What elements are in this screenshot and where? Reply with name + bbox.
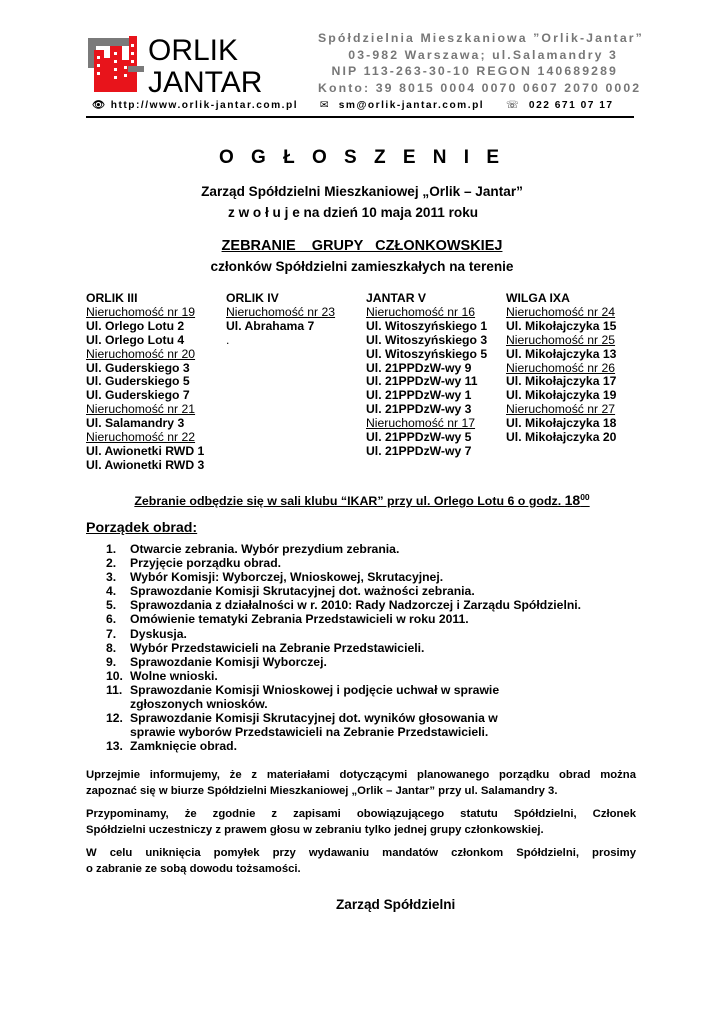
header-divider <box>86 116 634 118</box>
info-paragraph <box>86 767 636 799</box>
agenda-item <box>106 570 581 584</box>
agenda-item-text: Wybór Komisji: Wyborczej, Wnioskowej, Skrutacyjnej. <box>130 570 444 585</box>
property-number: Nieruchomość nr 20 <box>86 346 196 361</box>
agenda-item-number: 8. <box>106 640 117 655</box>
property-number: Nieruchomość nr 26 <box>506 360 616 375</box>
agenda-item-number: 6. <box>106 612 117 627</box>
street-address: Ul. Witoszyńskiego 1 <box>366 318 488 333</box>
street-address: Ul. Mikołajczyka 17 <box>506 374 617 389</box>
street-address: Ul. Guderskiego 3 <box>86 360 190 375</box>
street-address: Ul. Mikołajczyka 19 <box>506 388 617 403</box>
agenda-item <box>106 683 581 697</box>
street-address: Ul. Awionetki RWD 3 <box>86 457 205 472</box>
company-address: 03-982 Warszawa; ul.Salamandry 3 <box>348 47 618 62</box>
agenda-item-number: 9. <box>106 654 117 669</box>
street-address: Ul. 21PPDzW-wy 5 <box>366 430 472 445</box>
email-contact[interactable] <box>320 100 484 111</box>
company-name: Spółdzielnia Mieszkaniowa ”Orlik-Jantar” <box>318 31 644 45</box>
column-orlik-iv <box>226 292 335 348</box>
paragraph-line: Spółdzielni uczestniczy z prawem głosu w zebraniu tylko jednej grupy członkowskiej. <box>86 824 544 836</box>
paragraph-line: Przypominamy, że zgodnie z zapisami obowiązującego statutu Spółdzielni, Członek <box>86 808 636 820</box>
street-address: Ul. Witoszyńskiego 3 <box>366 332 488 347</box>
street-address: Ul. Mikołajczyka 15 <box>506 318 617 333</box>
agenda-item <box>106 711 581 725</box>
agenda-item-text: Przyjęcie porządku obrad. <box>130 556 282 571</box>
agenda-item-text: Zamknięcie obrad. <box>130 739 238 754</box>
agenda-item <box>106 612 581 626</box>
agenda-item-text: Wolne wnioski. <box>130 668 218 683</box>
agenda-item-number: 5. <box>106 598 117 613</box>
agenda-item-continuation: sprawie wyborów Przedstawicieli na Zebranie Przedstawicieli. <box>130 725 489 740</box>
members-line: członków Spółdzielni zamieszkałych na terenie <box>210 259 514 274</box>
paragraph-line: o zabranie ze sobą dowodu tożsamości. <box>86 863 301 875</box>
meeting-minutes: 00 <box>580 492 590 502</box>
agenda-item-text: Sprawozdanie Komisji Skrutacyjnej dot. wyników głosowania w <box>130 711 498 726</box>
agenda-item-number: 1. <box>106 542 117 556</box>
agenda-item-text: Otwarcie zebrania. Wybór prezydium zebrania. <box>130 542 400 556</box>
meeting-place-text: Zebranie odbędzie się w sali klubu “IKAR” przy ul. Orlego Lotu 6 o godz. <box>134 494 565 509</box>
agenda-item-text: Sprawozdanie Komisji Wnioskowej i podjęcie uchwał w sprawie <box>130 682 500 697</box>
street-address: Ul. 21PPDzW-wy 3 <box>366 402 472 417</box>
property-number: Nieruchomość nr 21 <box>86 402 196 417</box>
phone-contact <box>506 100 614 111</box>
agenda-item-text: Sprawozdanie Komisji Skrutacyjnej dot. ważności zebrania. <box>130 584 475 599</box>
agenda-item-number: 3. <box>106 570 117 585</box>
logo-text-orlik: ORLIK <box>148 34 239 67</box>
street-address: Ul. Awionetki RWD 1 <box>86 443 205 458</box>
email-link[interactable]: sm@orlik-jantar.com.pl <box>338 100 485 111</box>
street-address: Ul. 21PPDzW-wy 1 <box>366 388 472 403</box>
notice-title: O G Ł O S Z E N I E <box>218 147 506 168</box>
agenda-item-number: 12. <box>106 711 123 726</box>
company-logo <box>88 30 298 100</box>
agenda-item-text: Omówienie tematyki Zebrania Przedstawicieli w roku 2011. <box>130 612 469 627</box>
phone-number: 022 671 07 17 <box>528 100 614 111</box>
agenda-item-text: Dyskusja. <box>130 626 187 641</box>
agenda-item <box>106 584 581 598</box>
company-nip-regon: NIP 113-263-30-10 REGON 140689289 <box>331 64 618 78</box>
street-address: Ul. 21PPDzW-wy 11 <box>366 374 478 389</box>
agenda-title: Porządek obrad: <box>86 520 198 536</box>
website-link[interactable]: http://www.orlik-jantar.com.pl <box>110 100 299 111</box>
property-number: Nieruchomość nr 24 <box>506 304 616 319</box>
column-heading: JANTAR V <box>366 291 427 305</box>
property-number: Nieruchomość nr 22 <box>86 430 196 445</box>
notice-board-line: Zarząd Spółdzielni Mieszkaniowej „Orlik – Jantar” <box>201 184 523 199</box>
agenda-item <box>106 556 581 570</box>
agenda-item-number: 11. <box>106 682 123 697</box>
agenda-item-text: Sprawozdanie Komisji Wyborczej. <box>130 654 327 669</box>
eye-icon: 👁 <box>92 100 107 111</box>
street-address: Ul. 21PPDzW-wy 9 <box>366 360 472 375</box>
property-number: Nieruchomość nr 19 <box>86 304 196 319</box>
logo-graphic <box>88 30 298 100</box>
meeting-hour: 18 <box>564 492 581 509</box>
statute-paragraph <box>86 806 636 838</box>
street-address: Ul. Mikołajczyka 18 <box>506 416 617 431</box>
property-number: Nieruchomość nr 23 <box>226 304 336 319</box>
street-address: Ul. Salamandry 3 <box>86 416 185 431</box>
street-address: Ul. Mikołajczyka 13 <box>506 346 617 361</box>
column-heading: WILGA IXA <box>506 291 570 305</box>
paragraph-line: W celu uniknięcia pomyłek przy wydawaniu mandatów członkom Spółdzielni, prosimy <box>86 847 636 859</box>
property-number: Nieruchomość nr 16 <box>366 304 476 319</box>
agenda-item-text: Wybór Przedstawicieli na Zebranie Przedstawicieli. <box>130 640 425 655</box>
agenda-item-number: 10. <box>106 668 123 683</box>
paragraph-line: zapoznać się w biurze Spółdzielni Mieszkaniowej „Orlik – Jantar” przy ul. Salamandry 3. <box>86 785 558 797</box>
contact-bar <box>88 100 616 114</box>
street-address: Ul. Witoszyńskiego 5 <box>366 346 488 361</box>
agenda-item <box>106 739 581 753</box>
agenda-item-continuation: zgłoszonych wniosków. <box>130 697 268 712</box>
telephone-icon: ☏ <box>506 100 521 111</box>
logo-text-jantar: JANTAR <box>148 66 263 99</box>
column-wilga-ixa <box>506 292 616 445</box>
street-address: Ul. 21PPDzW-wy 7 <box>366 443 472 458</box>
meeting-title: ZEBRANIE GRUPY CZŁONKOWSKIEJ <box>221 238 503 254</box>
property-number: Nieruchomość nr 25 <box>506 332 616 347</box>
street-address: Ul. Guderskiego 7 <box>86 388 190 403</box>
agenda-item-number: 13. <box>106 739 123 754</box>
agenda-item <box>106 655 581 669</box>
street-address: Ul. Orlego Lotu 4 <box>86 332 185 347</box>
paragraph-line: Uprzejmie informujemy, że z materiałami dotyczącymi planowanego porządku obrad można <box>86 769 636 781</box>
street-address: Ul. Guderskiego 5 <box>86 374 190 389</box>
street-address: Ul. Mikołajczyka 20 <box>506 430 617 445</box>
agenda-item <box>106 641 581 655</box>
column-orlik-iii <box>86 292 204 473</box>
agenda-item <box>106 542 581 556</box>
column-heading: ORLIK III <box>86 291 138 305</box>
agenda-item-text: Sprawozdania z działalności w r. 2010: Rady Nadzorczej i Zarządu Spółdzielni. <box>130 598 582 613</box>
notice-date-line: z w o ł u j e na dzień 10 maja 2011 roku <box>228 205 479 220</box>
property-number: Nieruchomość nr 27 <box>506 402 616 417</box>
website-contact[interactable] <box>92 100 298 111</box>
agenda-item <box>106 598 581 612</box>
meeting-place <box>0 492 724 508</box>
company-account: Konto: 39 8015 0004 0070 0607 2070 0002 <box>318 80 642 95</box>
agenda-list <box>106 542 581 753</box>
agenda-item-number: 2. <box>106 556 117 571</box>
agenda-item <box>106 627 581 641</box>
identity-paragraph <box>86 845 636 877</box>
street-address: . <box>226 332 230 347</box>
signature: Zarząd Spółdzielni <box>336 897 456 912</box>
company-info <box>318 30 644 96</box>
agenda-item <box>106 669 581 683</box>
street-address: Ul. Abrahama 7 <box>226 318 315 333</box>
agenda-item-number: 7. <box>106 626 117 641</box>
envelope-icon: ✉ <box>320 100 331 111</box>
street-address: Ul. Orlego Lotu 2 <box>86 318 185 333</box>
property-number: Nieruchomość nr 17 <box>366 416 476 431</box>
column-heading: ORLIK IV <box>226 291 279 305</box>
agenda-item-number: 4. <box>106 584 117 599</box>
column-jantar-v <box>366 292 487 459</box>
